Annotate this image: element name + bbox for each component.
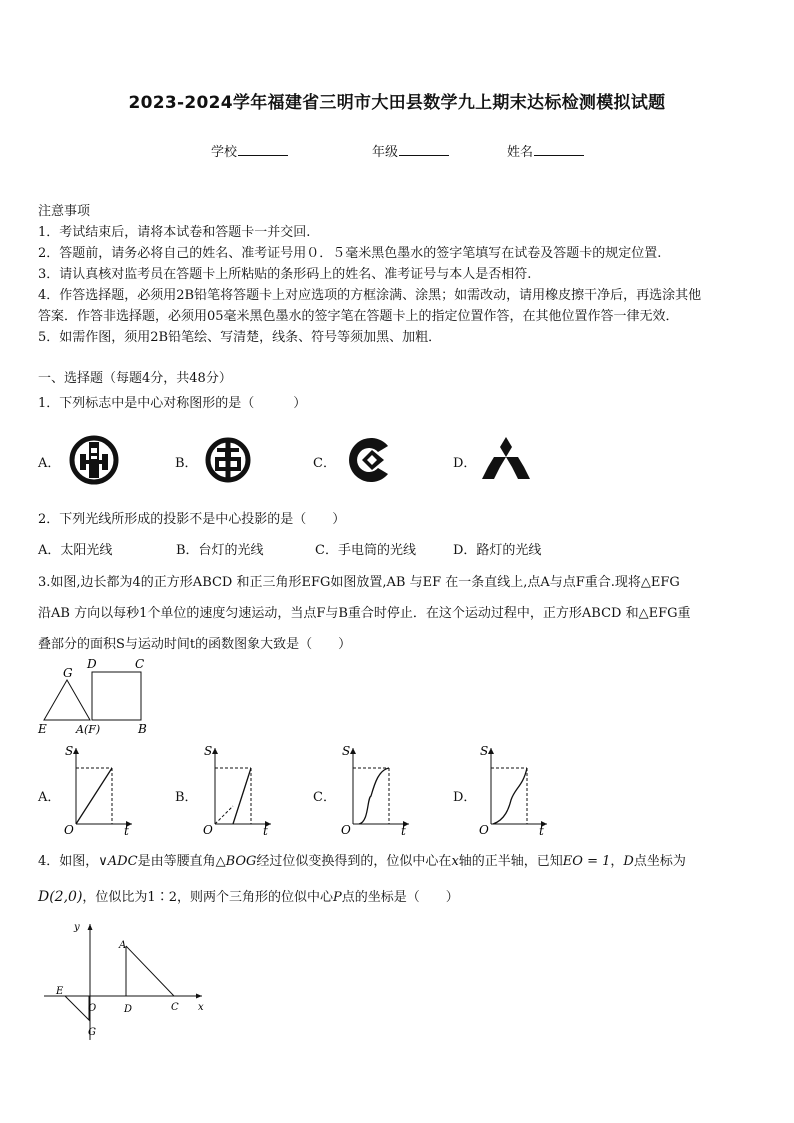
name-blank bbox=[534, 143, 584, 156]
q4-text-h: 点的坐标是（ ） bbox=[341, 890, 459, 905]
q3-option-c-label: C． bbox=[313, 790, 336, 805]
q4-text-b: 是由等腰直角 bbox=[137, 854, 216, 869]
q2-option-b: B．台灯的光线 bbox=[176, 543, 264, 558]
grade-label: 年级 bbox=[372, 145, 399, 160]
q2-option-d: D．路灯的光线 bbox=[453, 543, 542, 558]
q4-label-e: E bbox=[56, 986, 64, 997]
q4-eq-eo: EO = 1 bbox=[562, 854, 611, 869]
q3-option-b-label: B． bbox=[175, 790, 198, 805]
q3-label-e: E bbox=[38, 722, 47, 736]
q4-line-1 bbox=[38, 851, 686, 872]
q3-graph-c bbox=[337, 742, 417, 837]
q4-point-d: D bbox=[623, 854, 634, 869]
q3-label-c: C bbox=[135, 657, 145, 671]
q3d-axis-o: O bbox=[479, 823, 489, 837]
q4-text-c: 经过位似变换得到的，位似中心在 bbox=[256, 854, 452, 869]
q3-label-d: D bbox=[87, 657, 97, 671]
q4-label-d: D bbox=[124, 1004, 133, 1015]
q3-label-af: A(F) bbox=[76, 723, 101, 736]
q4-label-a: A bbox=[119, 940, 127, 951]
q4-triangle-adc: ∨ADC bbox=[98, 854, 138, 869]
q3-graph-d bbox=[475, 742, 555, 837]
notice-item-2: 2．答题前，请务必将自己的姓名、准考证号用０．５毫米黑色墨水的签字笔填写在试卷及答题卡的规定位置. bbox=[38, 246, 662, 261]
q4-label-x: x bbox=[198, 1002, 204, 1013]
q3-label-b: B bbox=[138, 722, 147, 736]
notice-item-3: 3．请认真核对监考员在答题卡上所粘贴的条形码上的姓名、准考证号与本人是否相符. bbox=[38, 267, 532, 282]
mitsubishi-logo-icon bbox=[478, 435, 534, 483]
q4-triangle-bog: △BOG bbox=[215, 854, 257, 869]
q3b-axis-t: t bbox=[263, 824, 268, 837]
q3d-axis-t: t bbox=[539, 824, 544, 837]
q1-option-b-label: B． bbox=[175, 456, 198, 471]
q4-axis-var: x bbox=[451, 854, 459, 869]
q3d-axis-s: S bbox=[480, 744, 489, 758]
notice-item-4-cont: 答案．作答非选择题，必须用05毫米黑色墨水的签字笔在答题卡上的指定位置作答，在其他位置作答一律无效． bbox=[38, 309, 679, 324]
notice-item-1: 1．考试结束后，请将本试卷和答题卡一并交回. bbox=[38, 225, 311, 240]
q3c-axis-s: S bbox=[342, 744, 351, 758]
q4-coord-d: D(2,0) bbox=[38, 889, 83, 905]
q4-figure bbox=[40, 918, 220, 1043]
q2-option-a: A．太阳光线 bbox=[38, 543, 113, 558]
q4-label-y: y bbox=[74, 922, 80, 933]
q3a-axis-t: t bbox=[124, 824, 129, 837]
q2-stem: 2．下列光线所形成的投影不是中心投影的是（ ） bbox=[38, 512, 346, 527]
q1-option-c-label: C． bbox=[313, 456, 336, 471]
school-blank bbox=[238, 143, 288, 156]
ccb-logo-icon bbox=[340, 432, 398, 488]
q2-option-c: C．手电筒的光线 bbox=[315, 543, 416, 558]
q3-line-1: 3.如图,边长都为4的正方形ABCD 和正三角形EFG如图放置,AB 与EF 在一条直线上,点A与点F重合.现将△EFG bbox=[38, 575, 680, 590]
q3-graph-b bbox=[199, 742, 279, 837]
q3-option-a-label: A． bbox=[38, 790, 61, 805]
q3-label-g: G bbox=[63, 666, 73, 680]
notice-heading: 注意事项 bbox=[38, 204, 91, 219]
q3b-axis-s: S bbox=[204, 744, 213, 758]
q4-text-d: 轴的正半轴，已知 bbox=[458, 854, 563, 869]
q3-line-3: 叠部分的面积S与运动时间t的函数图象大致是（ ） bbox=[38, 637, 352, 652]
school-field bbox=[211, 141, 288, 160]
page-title: 2023-2024学年福建省三明市大田县数学九上期末达标检测模拟试题 bbox=[128, 93, 666, 113]
q3b-axis-o: O bbox=[203, 823, 213, 837]
q4-text-g: ，位似比为1∶2，则两个三角形的位似中心 bbox=[82, 890, 333, 905]
grade-blank bbox=[399, 143, 449, 156]
grade-field bbox=[372, 141, 449, 160]
q3a-axis-s: S bbox=[65, 744, 74, 758]
q4-text-f: 点坐标为 bbox=[633, 854, 686, 869]
icbc-logo-icon bbox=[203, 435, 253, 485]
q3c-axis-t: t bbox=[401, 824, 406, 837]
q4-label-o: O bbox=[88, 1003, 97, 1014]
q3-option-d-label: D． bbox=[453, 790, 477, 805]
q3-figure bbox=[34, 655, 164, 740]
q1-option-d-label: D． bbox=[453, 456, 477, 471]
q3-line-2: 沿AB 方向以每秒1个单位的速度匀速运动，当点F与B重合时停止．在这个运动过程中，正方形ABCD 和△EFG重 bbox=[38, 606, 691, 621]
q4-label-g: G bbox=[88, 1027, 96, 1038]
notice-item-4: 4．作答选择题，必须用2B铅笔将答题卡上对应选项的方框涂满、涂黑；如需改动，请用橡皮擦干净后，再选涂其他 bbox=[38, 288, 702, 303]
q4-label-c: C bbox=[171, 1002, 179, 1013]
section-heading: 一、选择题（每题4分，共48分） bbox=[38, 371, 232, 386]
bank-logo-icon bbox=[66, 432, 122, 488]
q3a-axis-o: O bbox=[64, 823, 74, 837]
q4-text-e: ， bbox=[610, 854, 624, 869]
notice-item-5: 5．如需作图，须用2B铅笔绘、写清楚，线条、符号等须加黑、加粗． bbox=[38, 330, 442, 345]
q1-option-a-label: A． bbox=[38, 456, 61, 471]
q4-text-a: 4．如图， bbox=[38, 854, 99, 869]
school-label: 学校 bbox=[211, 145, 238, 160]
q4-line-2 bbox=[38, 887, 459, 908]
q3c-axis-o: O bbox=[341, 823, 351, 837]
q1-stem: 1．下列标志中是中心对称图形的是（ ） bbox=[38, 396, 307, 411]
name-field bbox=[507, 141, 584, 160]
q4-point-p: P bbox=[332, 890, 342, 905]
q3-graph-a bbox=[60, 742, 140, 837]
name-label: 姓名 bbox=[507, 145, 534, 160]
